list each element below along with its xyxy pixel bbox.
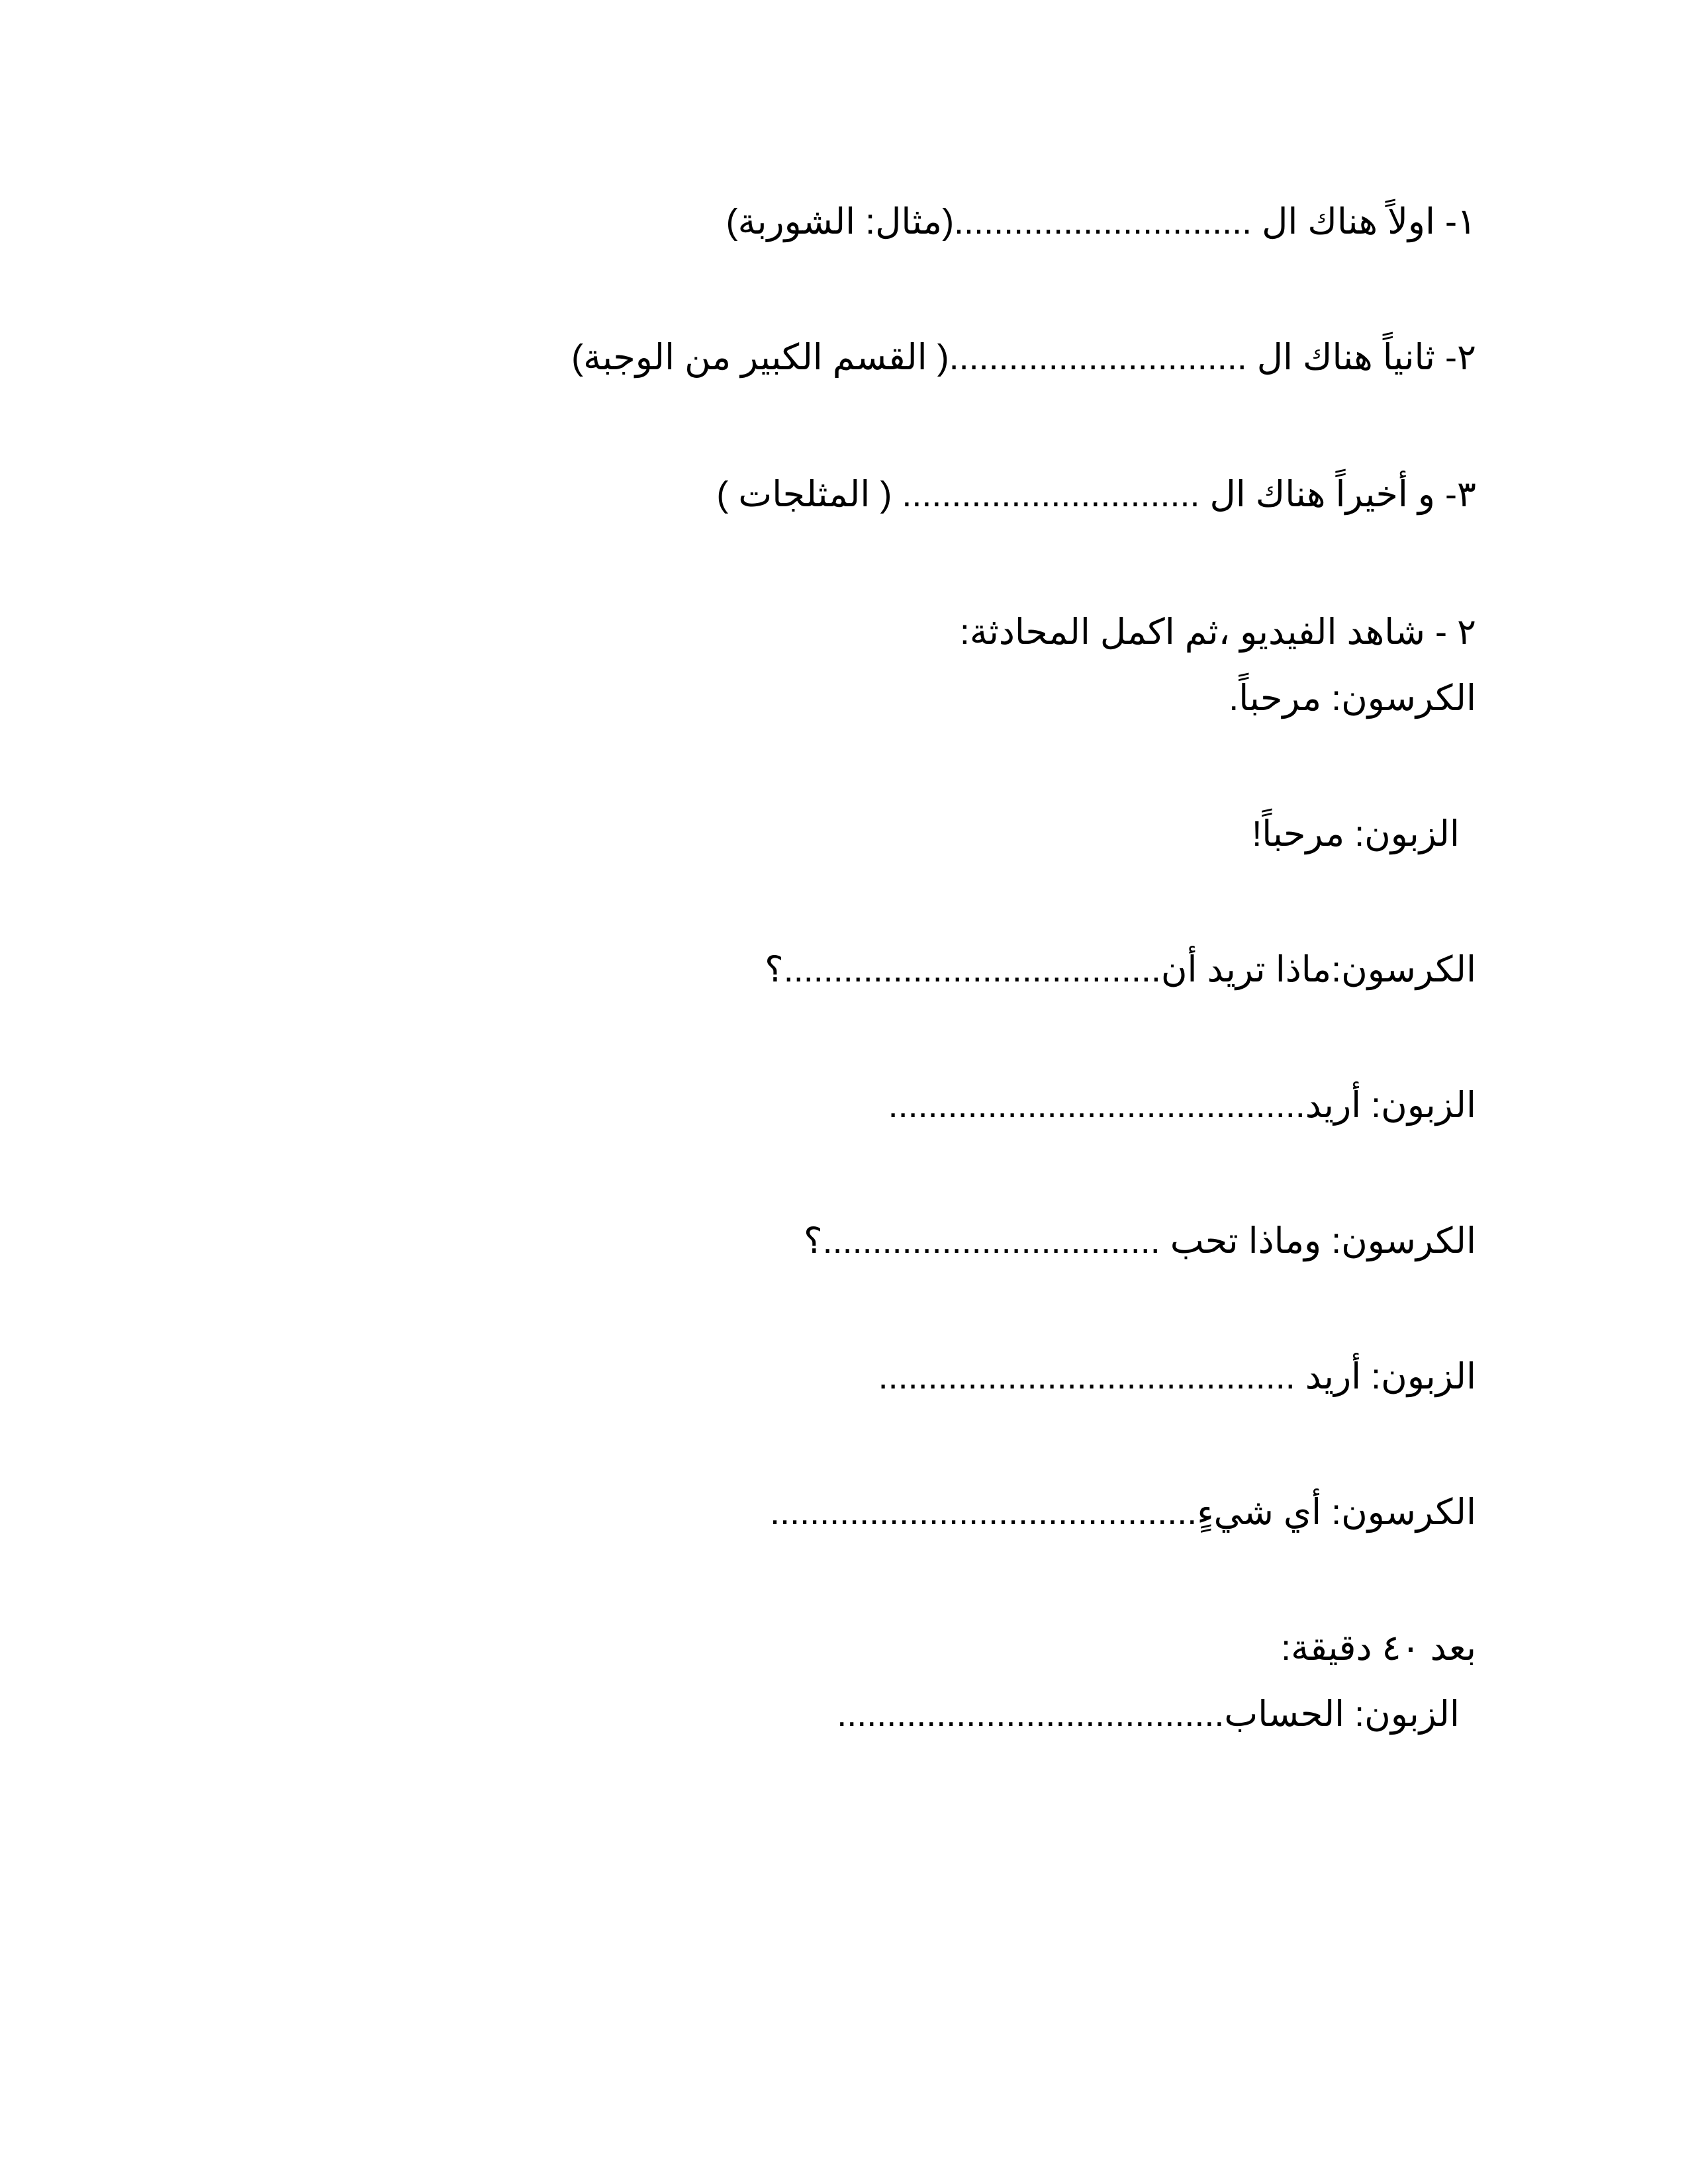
dialogue-time-note: بعد ٤٠ دقيقة: [1281, 1628, 1476, 1668]
dialogue-customer-bill: الزبون: الحساب....................................... [837, 1694, 1460, 1734]
dialogue-waiter-anything-else: الكرسون: أي شيءٍ........................................... [770, 1492, 1476, 1532]
dialogue-customer-order-2: الزبون: أريد .......................................... [878, 1357, 1476, 1396]
exercise-item-1-first-course: ١- اولاً هناك ال ..............................(مثال: الشوربة) [726, 202, 1476, 242]
dialogue-waiter-question: الكرسون:ماذا تريد أن......................................؟ [765, 950, 1476, 989]
exercise-item-2-main-course: ٢- ثانياً هناك ال ..............................( القسم الكبير من الوجبة) [571, 338, 1476, 377]
dialogue-customer-order-1: الزبون: أريد.......................................... [888, 1085, 1476, 1125]
dialogue-waiter-greeting: الكرسون: مرحباً. [1229, 678, 1476, 718]
exercise-item-3-dessert: ٣- و أخيراً هناك ال .............................. ( المثلجات ) [716, 475, 1476, 514]
dialogue-waiter-preference: الكرسون: وماذا تحب ..................................؟ [803, 1221, 1476, 1261]
section-2-instruction: ٢ - شاهد الفيديو ،ثم اكمل المحادثة: [959, 612, 1476, 652]
dialogue-customer-greeting: الزبون: مرحباً! [1252, 814, 1460, 854]
